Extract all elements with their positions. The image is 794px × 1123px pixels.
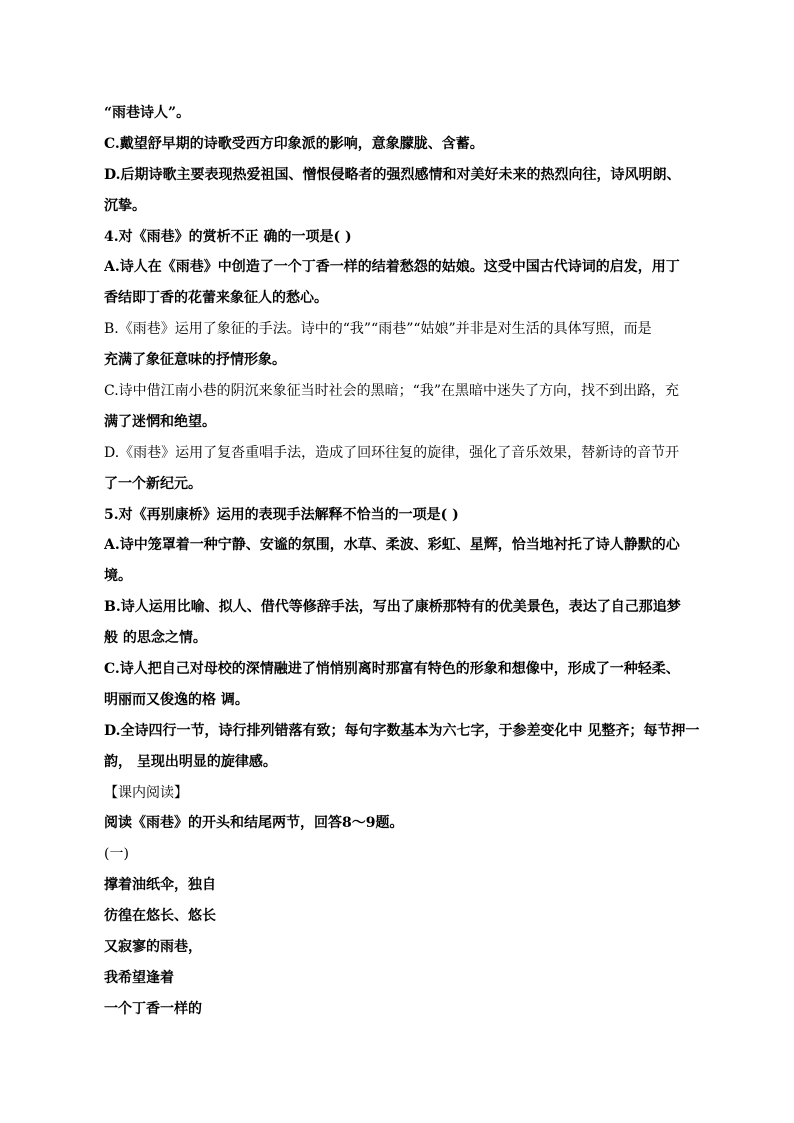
text-line: 境。 (104, 568, 132, 585)
text-line: 香结即丁香的花蕾来象征人的愁心。 (104, 290, 328, 307)
text-line: 满了迷惘和绝望。 (104, 413, 216, 430)
text-line: 了一个新纪元。 (104, 475, 202, 492)
text-line: A.诗人在《雨巷》中创造了一个丁香一样的结着愁怨的姑娘。这受中国古代诗词的启发，用丁 (104, 259, 680, 276)
poem-line: 彷徨在悠长、悠长 (104, 908, 216, 925)
text-line: C.诗中借江南小巷的阴沉来象征当时社会的黑暗；“我”在黑暗中迷失了方向，找不到出路，充 (104, 383, 679, 400)
text-line: C.戴望舒早期的诗歌受西方印象派的影响，意象朦胧、含蓄。 (104, 135, 484, 152)
text-line: B.诗人运用比喻、拟人、借代等修辞手法，写出了康桥那特有的优美景色，表达了自己那追梦 (104, 599, 681, 616)
text-line: 般 的思念之情。 (104, 630, 207, 647)
document-page (104, 98, 704, 1025)
text-line: A.诗中笼罩着一种宁静、安谧的氛围，水草、柔波、彩虹、星辉，恰当地衬托了诗人静默的心 (104, 537, 680, 554)
text-line: C.诗人把自己对母校的深情融进了悄悄别离时那富有特色的形象和想像中，形成了一种轻柔、 (104, 661, 680, 678)
text-line: D.《雨巷》运用了复沓重唱手法，造成了回环往复的旋律，强化了音乐效果，替新诗的音节开 (104, 444, 680, 461)
text-line: 韵， 呈现出明显的旋律感。 (104, 753, 277, 770)
text-line: D.全诗四行一节，诗行排列错落有致；每句字数基本为六七字，于参差变化中 见整齐；每节押一 (104, 722, 700, 739)
question-5-stem: 5.对《再别康桥》运用的表现手法解释不恰当的一项是( ) (104, 506, 459, 523)
text-line: 明丽而又俊逸的格 调。 (104, 691, 249, 708)
poem-line: 一个丁香一样的 (104, 1000, 202, 1017)
text-line: 充满了象征意味的抒情形象。 (104, 352, 286, 369)
text-line: B.《雨巷》运用了象征的手法。诗中的“我”“雨巷”“姑娘”并非是对生活的具体写照，而是 (104, 321, 652, 338)
text-line: “雨巷诗人”。 (104, 105, 191, 121)
question-4-stem: 4.对《雨巷》的赏析不正 确的一项是( ) (104, 228, 352, 245)
poem-line: 我希望逢着 (104, 969, 174, 986)
text-line: 沉挚。 (104, 197, 146, 214)
poem-line: 撑着油纸伞，独自 (104, 877, 216, 894)
poem-section-label: (一) (104, 846, 129, 863)
poem-line: 又寂寥的雨巷， (104, 939, 202, 956)
reading-instruction: 阅读《雨巷》的开头和结尾两节，回答8～9题。 (104, 815, 404, 832)
text-line: D.后期诗歌主要表现热爱祖国、憎恨侵略者的强烈感情和对美好未来的热烈向往，诗风明朗、 (104, 166, 681, 183)
section-heading: 【课内阅读】 (104, 784, 188, 801)
